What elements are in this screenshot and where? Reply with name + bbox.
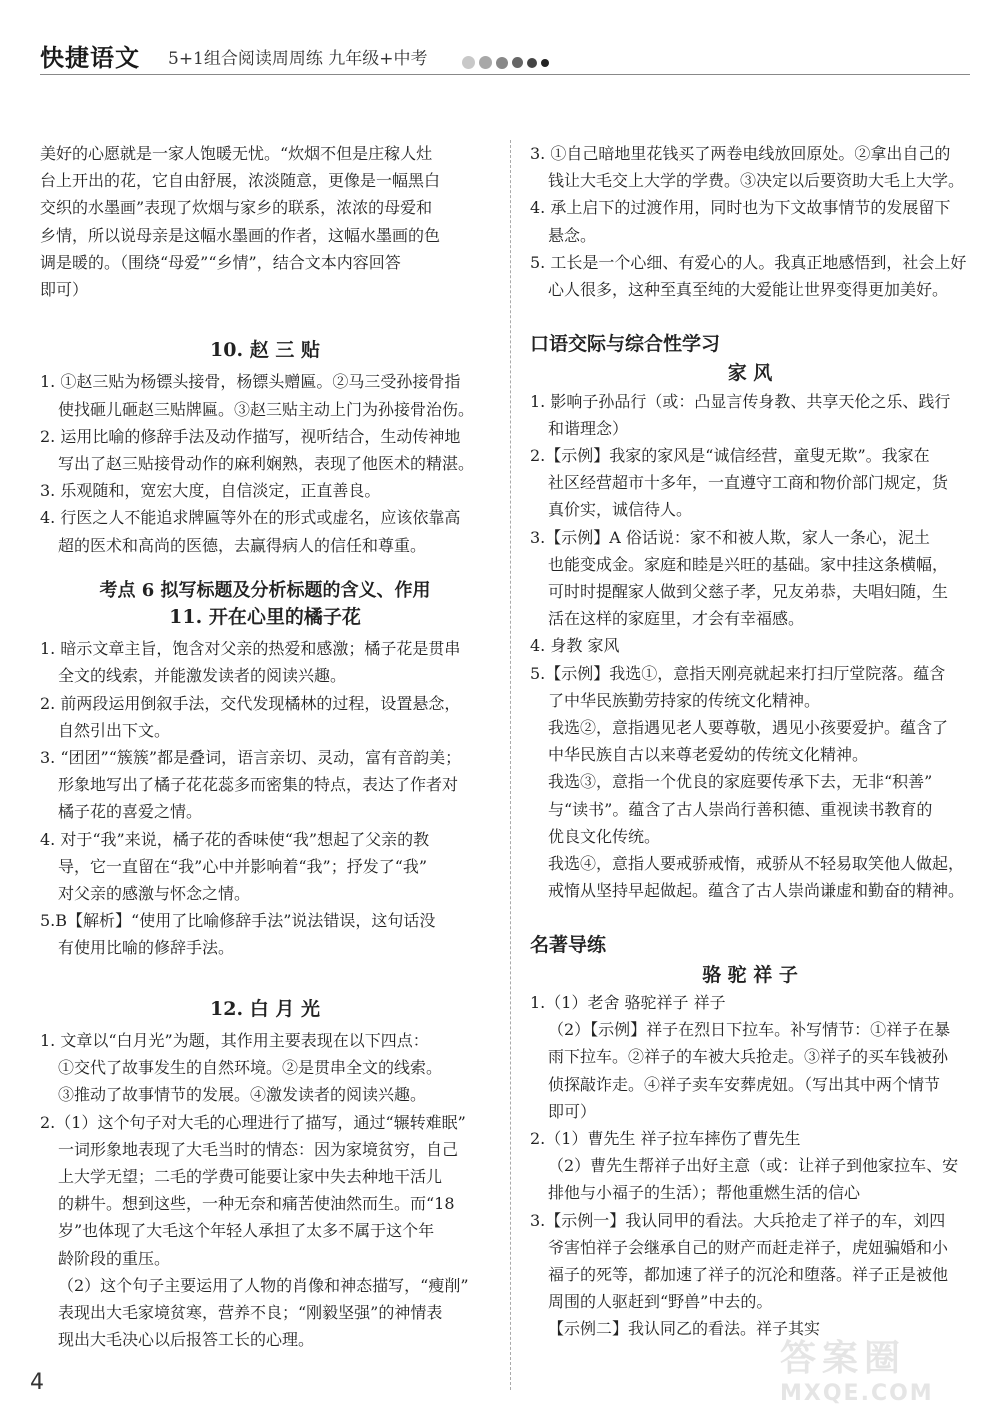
text-line: 表现出大毛家境贫寒，营养不良；“刚毅坚强”的神情表 — [58, 1302, 443, 1322]
text-line: 上大学无望；二毛的学费可能要让家中失去种地干活儿 — [58, 1166, 443, 1186]
section-12-title: 12. 白 月 光 — [210, 997, 320, 1020]
column-divider — [510, 140, 511, 1390]
text-line: 超的医术和高尚的医德，去赢得病人的信任和尊重。 — [58, 535, 427, 555]
text-line: 5. 工长是一个心细、有爱心的人。我真正地感悟到，社会上好 — [530, 252, 967, 272]
text-line: 自然引出下文。 — [58, 720, 171, 740]
section-11-title: 11. 开在心里的橘子花 — [169, 606, 361, 629]
text-line: 我选④，意指人要戒骄戒惰，戒骄从不轻易取笑他人做起， — [548, 854, 965, 874]
text-line: 全文的线索，并能激发读者的阅读兴趣。 — [58, 666, 347, 686]
text-line: 也能变成金。家庭和睦是兴旺的基础。家中挂这条横幅， — [548, 554, 949, 574]
text-line: （2）【示例】祥子在烈日下拉车。补写情节：①祥子在暴 — [548, 1020, 951, 1040]
text-line: 爷害怕祥子会继承自己的财产而赶走祥子，虎妞骗婚和小 — [548, 1237, 949, 1257]
text-line: 对父亲的感激与怀念之情。 — [58, 884, 251, 904]
text-line: 了中华民族勤劳持家的传统文化精神。 — [548, 690, 821, 710]
text-line: 优良文化传统。 — [548, 826, 661, 846]
text-line: 活在这样的家庭里，才会有幸福感。 — [548, 609, 805, 629]
text-line: 戒惰从坚持早起做起。蕴含了古人崇尚谦虚和勤奋的精神。 — [548, 881, 965, 901]
text-line: 5.B【解析】“使用了比喻修辞手法”说法错误，这句话没 — [40, 911, 436, 931]
text-line: 社区经营超市十多年，一直遵守工商和物价部门规定，货 — [548, 473, 949, 493]
text-line: 1.（1）老舍 骆驼祥子 祥子 — [530, 992, 726, 1012]
text-line: 岁”也体现了大毛这个年轻人承担了太多不属于这个年 — [58, 1221, 435, 1241]
text-line: 2.（1）这个句子对大毛的心理进行了描写，通过“辗转难眠” — [40, 1112, 466, 1132]
luotuo-answers — [530, 989, 970, 1343]
text-line: 1. 暗示文章主旨，饱含对父亲的热爱和感激；橘子花是贯串 — [40, 639, 461, 659]
text-line: 一词形象地表现了大毛当时的情态：因为家境贫穷，自己 — [58, 1139, 459, 1159]
watermark-logo-text: 答案圈 — [780, 1338, 907, 1379]
text-line: 1. ①赵三贴为杨镖头接骨，杨镖头赠匾。②马三受孙接骨指 — [40, 372, 461, 392]
page-header — [40, 38, 980, 78]
jiafeng-title: 家 风 — [727, 362, 773, 385]
text-line: 周围的人驱赶到“野兽”中去的。 — [548, 1292, 773, 1312]
text-line: 真价实，诚信待人。 — [548, 500, 693, 520]
brand-title: 快捷语文 — [40, 44, 140, 72]
text-line: 我选②，意指遇见老人要尊敬，遇见小孩要爱护。蕴含了 — [548, 718, 949, 738]
text-line: 现出大毛决心以后报答工长的心理。 — [58, 1330, 315, 1350]
kaodian-6-title: 考点 6 拟写标题及分析标题的含义、作用 — [99, 579, 431, 601]
luotuo-title: 骆 驼 祥 子 — [702, 963, 798, 986]
text-line: 调是暖的。（围绕“母爱”“乡情”，结合文本内容回答 — [40, 252, 401, 272]
intro-paragraph — [40, 140, 490, 303]
text-line: 排他与小福子的生活）；帮他重燃生活的信心 — [548, 1183, 861, 1203]
section-11-answers — [40, 635, 490, 961]
text-line: 导，它一直留在“我”心中并影响着“我”；抒发了“我” — [58, 856, 428, 876]
text-line: 中华民族自古以来尊老爱幼的传统文化精神。 — [548, 745, 869, 765]
text-line: 钱让大毛交上大学的学费。③决定以后要资助大毛上大学。 — [548, 171, 965, 191]
text-line: （2）这个句子主要运用了人物的肖像和神态描写，“瘦削” — [58, 1275, 469, 1295]
text-line: 我选③，意指一个优良的家庭要传承下去，无非“积善” — [548, 772, 933, 792]
header-rule — [40, 74, 970, 75]
decorative-dots-icon — [462, 52, 553, 71]
text-line: 3. ①自己暗地里花钱买了两卷电线放回原处。②拿出自己的 — [530, 144, 951, 163]
jiafeng-answers — [530, 388, 970, 905]
text-line: ①交代了故事发生的自然环境。②是贯串全文的线索。 — [58, 1058, 443, 1078]
text-line: 4. 承上启下的过渡作用，同时也为下文故事情节的发展留下 — [530, 198, 951, 218]
text-line: 悬念。 — [548, 225, 597, 245]
text-line: 台上开出的花，它自由舒展，浓淡随意，更像是一幅黑白 — [40, 171, 441, 191]
text-line: 的耕牛。想到这些，一种无奈和痛苦使油然而生。而“18 — [58, 1194, 455, 1214]
text-line: 与“读书”。蕴含了古人崇尚行善积德、重视读书教育的 — [548, 799, 933, 819]
section-10-answers — [40, 368, 490, 558]
page-number: 4 — [30, 1370, 44, 1395]
mingzhu-section-title: 名著导练 — [530, 934, 607, 957]
left-column — [40, 140, 490, 1353]
text-line: 和谐理念） — [548, 418, 629, 438]
text-line: 乡情，所以说母亲是这幅水墨画的作者，这幅水墨画的色 — [40, 225, 441, 245]
text-line: 2. 前两段运用倒叙手法，交代发现橘林的过程，设置悬念， — [40, 693, 461, 713]
text-line: 龄阶段的重压。 — [58, 1248, 171, 1268]
text-line: 1. 影响子孙品行（或：凸显言传身教、共享天伦之乐、践行 — [530, 391, 951, 411]
text-line: 写出了赵三贴接骨动作的麻利娴熟，表现了他医术的精湛。 — [58, 454, 475, 474]
text-line: 5.【示例】我选①，意指天刚亮就起来打扫厅堂院落。蕴含 — [530, 663, 946, 683]
text-line: 交织的水墨画”表现了炊烟与家乡的联系，浓浓的母爱和 — [40, 198, 433, 218]
text-line: 侦探敲诈走。④祥子卖车安葬虎妞。（写出其中两个情节 — [548, 1074, 941, 1094]
text-line: 3. “团团”“簇簇”都是叠词，语言亲切、灵动，富有音韵美； — [40, 748, 462, 768]
text-line: 2.（1）曹先生 祥子拉车摔伤了曹先生 — [530, 1128, 801, 1148]
text-line: 使找砸儿砸赵三贴牌匾。③赵三贴主动上门为孙接骨治伤。 — [58, 399, 475, 419]
text-line: 【示例二】我认同乙的看法。祥子其实 — [548, 1319, 821, 1339]
text-line: 3.【示例一】我认同甲的看法。大兵抢走了祥子的车，刘四 — [530, 1210, 946, 1230]
text-line: 心人很多，这种至真至纯的大爱能让世界变得更加美好。 — [548, 280, 949, 300]
text-line: 3.【示例】A 俗话说：家不和被人欺，家人一条心，泥土 — [530, 527, 930, 547]
text-line: 4. 对于“我”来说，橘子花的香味使“我”想起了父亲的教 — [40, 829, 430, 849]
text-line: 即可） — [548, 1101, 597, 1121]
text-line: 形象地写出了橘子花花蕊多而密集的特点，表达了作者对 — [58, 775, 459, 795]
text-line: 1. 文章以“白月光”为题，其作用主要表现在以下四点： — [40, 1030, 429, 1050]
text-line: 美好的心愿就是一家人饱暖无忧。“炊烟不但是庄稼人灶 — [40, 144, 433, 163]
watermark-url: MXQE.COM — [780, 1381, 934, 1406]
right-column — [530, 140, 970, 1343]
text-line: 福子的死等，都加速了祥子的沉沦和堕落。祥子正是被他 — [548, 1264, 949, 1284]
text-line: 雨下拉车。②祥子的车被大兵抢走。③祥子的买车钱被孙 — [548, 1047, 949, 1067]
text-line: 3. 乐观随和，宽宏大度，自信淡定，正直善良。 — [40, 481, 381, 501]
section-12-continued — [530, 140, 970, 303]
text-line: 4. 身教 家风 — [530, 636, 620, 656]
text-line: 橘子花的喜爱之情。 — [58, 802, 203, 822]
series-subtitle: 5+1组合阅读周周练 九年级+中考 — [168, 49, 428, 69]
watermark — [780, 1330, 980, 1410]
text-line: 2. 运用比喻的修辞手法及动作描写，视听结合，生动传神地 — [40, 426, 461, 446]
text-line: 2.【示例】我家的家风是“诚信经营，童叟无欺”。我家在 — [530, 446, 930, 466]
text-line: （2）曹先生帮祥子出好主意（或：让祥子到他家拉车、安 — [548, 1156, 959, 1176]
section-10-title: 10. 赵 三 贴 — [210, 339, 320, 362]
text-line: ③推动了故事情节的发展。④激发读者的阅读兴趣。 — [58, 1085, 427, 1105]
text-line: 4. 行医之人不能追求牌匾等外在的形式或虚名，应该依靠高 — [40, 508, 461, 528]
section-12-answers — [40, 1027, 490, 1353]
text-line: 即可） — [40, 280, 89, 300]
text-line: 有使用比喻的修辞手法。 — [58, 938, 235, 958]
oral-section-title: 口语交际与综合性学习 — [530, 333, 721, 356]
text-line: 可时时提醒家人做到父慈子孝，兄友弟恭，夫唱妇随，生 — [548, 582, 949, 602]
